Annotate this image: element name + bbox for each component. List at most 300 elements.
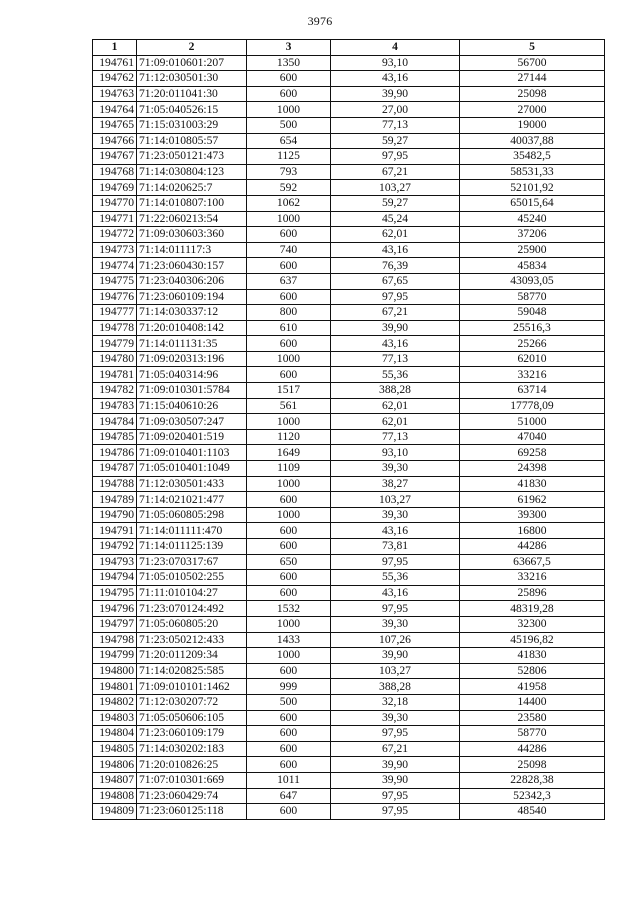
cadastral-number-cell: 71:05:040526:15: [137, 102, 247, 118]
table-row: [93, 149, 605, 165]
area-cell: 1000: [247, 351, 331, 367]
cadastral-number-cell: 71:09:010601:207: [137, 55, 247, 71]
rate-cell: 103,27: [331, 180, 460, 196]
table-row: [93, 211, 605, 227]
cadastral-number-cell: 71:11:010104:27: [137, 585, 247, 601]
area-cell: 600: [247, 570, 331, 586]
table-row: [93, 180, 605, 196]
table-row: [93, 289, 605, 305]
row-number-cell: 194797: [93, 616, 137, 632]
value-cell: 45834: [460, 258, 605, 274]
cadastral-number-cell: 71:14:011125:139: [137, 539, 247, 555]
cadastral-number-cell: 71:12:030207:72: [137, 694, 247, 710]
value-cell: 35482,5: [460, 149, 605, 165]
row-number-cell: 194806: [93, 757, 137, 773]
rate-cell: 97,95: [331, 804, 460, 820]
row-number-cell: 194784: [93, 414, 137, 430]
area-cell: 1000: [247, 102, 331, 118]
area-cell: 1000: [247, 211, 331, 227]
row-number-cell: 194769: [93, 180, 137, 196]
table-row: [93, 117, 605, 133]
cadastral-number-cell: 71:14:010807:100: [137, 195, 247, 211]
rate-cell: 77,13: [331, 117, 460, 133]
cadastral-number-cell: 71:05:050606:105: [137, 710, 247, 726]
table-row: [93, 601, 605, 617]
value-cell: 58770: [460, 289, 605, 305]
rate-cell: 97,95: [331, 726, 460, 742]
cadastral-number-cell: 71:23:040306:206: [137, 273, 247, 289]
table-row: [93, 164, 605, 180]
row-number-cell: 194802: [93, 694, 137, 710]
value-cell: 45240: [460, 211, 605, 227]
value-cell: 25098: [460, 757, 605, 773]
row-number-cell: 194790: [93, 507, 137, 523]
value-cell: 33216: [460, 570, 605, 586]
cadastral-number-cell: 71:23:050212:433: [137, 632, 247, 648]
table-row: [93, 616, 605, 632]
value-cell: 51000: [460, 414, 605, 430]
cadastral-number-cell: 71:14:030202:183: [137, 741, 247, 757]
row-number-cell: 194780: [93, 351, 137, 367]
rate-cell: 43,16: [331, 71, 460, 87]
rate-cell: 67,21: [331, 741, 460, 757]
row-number-cell: 194795: [93, 585, 137, 601]
area-cell: 600: [247, 539, 331, 555]
area-cell: 1649: [247, 445, 331, 461]
value-cell: 52806: [460, 663, 605, 679]
cadastral-number-cell: 71:14:021021:477: [137, 492, 247, 508]
cadastral-number-cell: 71:23:060125:118: [137, 804, 247, 820]
row-number-cell: 194800: [93, 663, 137, 679]
value-cell: 24398: [460, 461, 605, 477]
rate-cell: 67,65: [331, 273, 460, 289]
cadastral-number-cell: 71:22:060213:54: [137, 211, 247, 227]
rate-cell: 62,01: [331, 398, 460, 414]
table-row: [93, 320, 605, 336]
row-number-cell: 194771: [93, 211, 137, 227]
value-cell: 14400: [460, 694, 605, 710]
rate-cell: 55,36: [331, 570, 460, 586]
area-cell: 1000: [247, 648, 331, 664]
cadastral-number-cell: 71:20:010826:25: [137, 757, 247, 773]
cadastral-number-cell: 71:07:010301:669: [137, 772, 247, 788]
rate-cell: 93,10: [331, 445, 460, 461]
value-cell: 52342,3: [460, 788, 605, 804]
table-row: [93, 554, 605, 570]
area-cell: 600: [247, 726, 331, 742]
value-cell: 69258: [460, 445, 605, 461]
value-cell: 41830: [460, 476, 605, 492]
area-cell: 1109: [247, 461, 331, 477]
table-row: [93, 367, 605, 383]
cadastral-number-cell: 71:05:060805:298: [137, 507, 247, 523]
rate-cell: 97,95: [331, 788, 460, 804]
row-number-cell: 194798: [93, 632, 137, 648]
value-cell: 25900: [460, 242, 605, 258]
value-cell: 63714: [460, 383, 605, 399]
table-row: [93, 741, 605, 757]
area-cell: 600: [247, 523, 331, 539]
value-cell: 44286: [460, 539, 605, 555]
value-cell: 39300: [460, 507, 605, 523]
value-cell: 61962: [460, 492, 605, 508]
column-header-4: 4: [331, 40, 460, 56]
value-cell: 45196,82: [460, 632, 605, 648]
table-row: [93, 195, 605, 211]
area-cell: 1350: [247, 55, 331, 71]
cadastral-number-cell: 71:09:010301:5784: [137, 383, 247, 399]
value-cell: 43093,05: [460, 273, 605, 289]
row-number-cell: 194761: [93, 55, 137, 71]
value-cell: 19000: [460, 117, 605, 133]
table-row: [93, 351, 605, 367]
row-number-cell: 194779: [93, 336, 137, 352]
rate-cell: 62,01: [331, 414, 460, 430]
rate-cell: 39,90: [331, 757, 460, 773]
cadastral-number-cell: 71:09:020401:519: [137, 429, 247, 445]
row-number-cell: 194788: [93, 476, 137, 492]
row-number-cell: 194803: [93, 710, 137, 726]
row-number-cell: 194778: [93, 320, 137, 336]
area-cell: 1000: [247, 414, 331, 430]
area-cell: 592: [247, 180, 331, 196]
rate-cell: 59,27: [331, 195, 460, 211]
row-number-cell: 194770: [93, 195, 137, 211]
value-cell: 33216: [460, 367, 605, 383]
rate-cell: 103,27: [331, 492, 460, 508]
cadastral-number-cell: 71:14:030337:12: [137, 305, 247, 321]
table-row: [93, 55, 605, 71]
column-header-1: 1: [93, 40, 137, 56]
table-body: [93, 55, 605, 819]
value-cell: 52101,92: [460, 180, 605, 196]
table-row: [93, 429, 605, 445]
value-cell: 63667,5: [460, 554, 605, 570]
table-row: [93, 570, 605, 586]
cadastral-number-cell: 71:15:031003:29: [137, 117, 247, 133]
row-number-cell: 194799: [93, 648, 137, 664]
rate-cell: 97,95: [331, 554, 460, 570]
row-number-cell: 194768: [93, 164, 137, 180]
table-row: [93, 648, 605, 664]
rate-cell: 43,16: [331, 523, 460, 539]
table-row: [93, 102, 605, 118]
area-cell: 600: [247, 585, 331, 601]
table-row: [93, 398, 605, 414]
table-row: [93, 71, 605, 87]
value-cell: 40037,88: [460, 133, 605, 149]
row-number-cell: 194783: [93, 398, 137, 414]
cadastral-number-cell: 71:14:030804:123: [137, 164, 247, 180]
table-row: [93, 523, 605, 539]
value-cell: 58531,33: [460, 164, 605, 180]
value-cell: 41830: [460, 648, 605, 664]
area-cell: 600: [247, 367, 331, 383]
data-table: [92, 39, 605, 820]
row-number-cell: 194775: [93, 273, 137, 289]
area-cell: 647: [247, 788, 331, 804]
area-cell: 600: [247, 227, 331, 243]
table-row: [93, 336, 605, 352]
rate-cell: 388,28: [331, 679, 460, 695]
rate-cell: 77,13: [331, 351, 460, 367]
table-row: [93, 133, 605, 149]
area-cell: 600: [247, 258, 331, 274]
rate-cell: 97,95: [331, 149, 460, 165]
row-number-cell: 194809: [93, 804, 137, 820]
rate-cell: 39,30: [331, 616, 460, 632]
area-cell: 600: [247, 71, 331, 87]
value-cell: 48319,28: [460, 601, 605, 617]
rate-cell: 103,27: [331, 663, 460, 679]
value-cell: 25516,3: [460, 320, 605, 336]
row-number-cell: 194762: [93, 71, 137, 87]
cadastral-number-cell: 71:20:011041:30: [137, 86, 247, 102]
value-cell: 22828,38: [460, 772, 605, 788]
area-cell: 600: [247, 804, 331, 820]
rate-cell: 43,16: [331, 336, 460, 352]
cadastral-number-cell: 71:23:060109:194: [137, 289, 247, 305]
row-number-cell: 194772: [93, 227, 137, 243]
row-number-cell: 194773: [93, 242, 137, 258]
cadastral-number-cell: 71:14:010805:57: [137, 133, 247, 149]
row-number-cell: 194764: [93, 102, 137, 118]
column-header-2: 2: [137, 40, 247, 56]
value-cell: 25266: [460, 336, 605, 352]
area-cell: 650: [247, 554, 331, 570]
row-number-cell: 194767: [93, 149, 137, 165]
area-cell: 600: [247, 492, 331, 508]
row-number-cell: 194787: [93, 461, 137, 477]
row-number-cell: 194804: [93, 726, 137, 742]
cadastral-number-cell: 71:23:060430:157: [137, 258, 247, 274]
area-cell: 600: [247, 710, 331, 726]
table-row: [93, 507, 605, 523]
row-number-cell: 194805: [93, 741, 137, 757]
area-cell: 500: [247, 694, 331, 710]
cadastral-number-cell: 71:05:060805:20: [137, 616, 247, 632]
row-number-cell: 194791: [93, 523, 137, 539]
row-number-cell: 194789: [93, 492, 137, 508]
table-row: [93, 757, 605, 773]
cadastral-number-cell: 71:14:011117:3: [137, 242, 247, 258]
value-cell: 41958: [460, 679, 605, 695]
area-cell: 1000: [247, 476, 331, 492]
table-row: [93, 258, 605, 274]
table-row: [93, 227, 605, 243]
cadastral-number-cell: 71:23:070317:67: [137, 554, 247, 570]
cadastral-number-cell: 71:23:050121:473: [137, 149, 247, 165]
table-row: [93, 445, 605, 461]
area-cell: 500: [247, 117, 331, 133]
area-cell: 1532: [247, 601, 331, 617]
value-cell: 58770: [460, 726, 605, 742]
area-cell: 600: [247, 663, 331, 679]
table-row: [93, 273, 605, 289]
value-cell: 25896: [460, 585, 605, 601]
area-cell: 561: [247, 398, 331, 414]
cadastral-number-cell: 71:09:030507:247: [137, 414, 247, 430]
page-number: 3976: [307, 14, 333, 28]
table-row: [93, 476, 605, 492]
row-number-cell: 194793: [93, 554, 137, 570]
row-number-cell: 194776: [93, 289, 137, 305]
row-number-cell: 194781: [93, 367, 137, 383]
table-row: [93, 632, 605, 648]
rate-cell: 39,90: [331, 320, 460, 336]
table-row: [93, 710, 605, 726]
rate-cell: 39,90: [331, 648, 460, 664]
row-number-cell: 194792: [93, 539, 137, 555]
area-cell: 999: [247, 679, 331, 695]
rate-cell: 62,01: [331, 227, 460, 243]
rate-cell: 97,95: [331, 601, 460, 617]
row-number-cell: 194786: [93, 445, 137, 461]
table-row: [93, 788, 605, 804]
row-number-cell: 194801: [93, 679, 137, 695]
cadastral-number-cell: 71:14:020625:7: [137, 180, 247, 196]
cadastral-number-cell: 71:20:011209:34: [137, 648, 247, 664]
area-cell: 600: [247, 741, 331, 757]
value-cell: 27144: [460, 71, 605, 87]
value-cell: 32300: [460, 616, 605, 632]
rate-cell: 76,39: [331, 258, 460, 274]
rate-cell: 107,26: [331, 632, 460, 648]
row-number-cell: 194766: [93, 133, 137, 149]
table-row: [93, 585, 605, 601]
rate-cell: 93,10: [331, 55, 460, 71]
cadastral-number-cell: 71:09:030603:360: [137, 227, 247, 243]
value-cell: 47040: [460, 429, 605, 445]
table-row: [93, 726, 605, 742]
rate-cell: 39,30: [331, 507, 460, 523]
table-row: [93, 679, 605, 695]
table-row: [93, 305, 605, 321]
area-cell: 600: [247, 757, 331, 773]
cadastral-number-cell: 71:14:020825:585: [137, 663, 247, 679]
table-row: [93, 694, 605, 710]
value-cell: 56700: [460, 55, 605, 71]
rate-cell: 97,95: [331, 289, 460, 305]
value-cell: 27000: [460, 102, 605, 118]
cadastral-number-cell: 71:20:010408:142: [137, 320, 247, 336]
area-cell: 1120: [247, 429, 331, 445]
rate-cell: 67,21: [331, 305, 460, 321]
area-cell: 600: [247, 86, 331, 102]
value-cell: 44286: [460, 741, 605, 757]
cadastral-number-cell: 71:05:010401:1049: [137, 461, 247, 477]
area-cell: 740: [247, 242, 331, 258]
rate-cell: 43,16: [331, 242, 460, 258]
column-header-3: 3: [247, 40, 331, 56]
row-number-cell: 194763: [93, 86, 137, 102]
cadastral-number-cell: 71:05:040314:96: [137, 367, 247, 383]
area-cell: 654: [247, 133, 331, 149]
column-header-5: 5: [460, 40, 605, 56]
table-row: [93, 663, 605, 679]
value-cell: 23580: [460, 710, 605, 726]
cadastral-number-cell: 71:12:030501:433: [137, 476, 247, 492]
cadastral-number-cell: 71:15:040610:26: [137, 398, 247, 414]
area-cell: 610: [247, 320, 331, 336]
area-cell: 1011: [247, 772, 331, 788]
cadastral-number-cell: 71:23:070124:492: [137, 601, 247, 617]
row-number-cell: 194807: [93, 772, 137, 788]
cadastral-number-cell: 71:09:020313:196: [137, 351, 247, 367]
value-cell: 17778,09: [460, 398, 605, 414]
area-cell: 1000: [247, 507, 331, 523]
value-cell: 37206: [460, 227, 605, 243]
table-row: [93, 414, 605, 430]
value-cell: 62010: [460, 351, 605, 367]
table-row: [93, 804, 605, 820]
row-number-cell: 194794: [93, 570, 137, 586]
rate-cell: 73,81: [331, 539, 460, 555]
table-header-row: [93, 40, 605, 56]
row-number-cell: 194796: [93, 601, 137, 617]
cadastral-number-cell: 71:14:011131:35: [137, 336, 247, 352]
table-row: [93, 242, 605, 258]
rate-cell: 39,90: [331, 86, 460, 102]
rate-cell: 43,16: [331, 585, 460, 601]
cadastral-number-cell: 71:12:030501:30: [137, 71, 247, 87]
cadastral-number-cell: 71:09:010401:1103: [137, 445, 247, 461]
rate-cell: 55,36: [331, 367, 460, 383]
rate-cell: 32,18: [331, 694, 460, 710]
area-cell: 1433: [247, 632, 331, 648]
area-cell: 1000: [247, 616, 331, 632]
cadastral-number-cell: 71:23:060429:74: [137, 788, 247, 804]
cadastral-number-cell: 71:23:060109:179: [137, 726, 247, 742]
table-row: [93, 772, 605, 788]
table-row: [93, 492, 605, 508]
area-cell: 600: [247, 289, 331, 305]
area-cell: 1517: [247, 383, 331, 399]
rate-cell: 39,30: [331, 710, 460, 726]
area-cell: 800: [247, 305, 331, 321]
area-cell: 1125: [247, 149, 331, 165]
row-number-cell: 194774: [93, 258, 137, 274]
row-number-cell: 194765: [93, 117, 137, 133]
rate-cell: 38,27: [331, 476, 460, 492]
row-number-cell: 194808: [93, 788, 137, 804]
rate-cell: 388,28: [331, 383, 460, 399]
rate-cell: 39,30: [331, 461, 460, 477]
cadastral-number-cell: 71:09:010101:1462: [137, 679, 247, 695]
area-cell: 600: [247, 336, 331, 352]
area-cell: 637: [247, 273, 331, 289]
rate-cell: 59,27: [331, 133, 460, 149]
row-number-cell: 194777: [93, 305, 137, 321]
value-cell: 25098: [460, 86, 605, 102]
cadastral-number-cell: 71:05:010502:255: [137, 570, 247, 586]
rate-cell: 67,21: [331, 164, 460, 180]
table-row: [93, 86, 605, 102]
value-cell: 59048: [460, 305, 605, 321]
rate-cell: 39,90: [331, 772, 460, 788]
row-number-cell: 194782: [93, 383, 137, 399]
table-row: [93, 461, 605, 477]
table-row: [93, 539, 605, 555]
cadastral-number-cell: 71:14:011111:470: [137, 523, 247, 539]
value-cell: 48540: [460, 804, 605, 820]
rate-cell: 27,00: [331, 102, 460, 118]
row-number-cell: 194785: [93, 429, 137, 445]
area-cell: 793: [247, 164, 331, 180]
value-cell: 16800: [460, 523, 605, 539]
table-row: [93, 383, 605, 399]
area-cell: 1062: [247, 195, 331, 211]
